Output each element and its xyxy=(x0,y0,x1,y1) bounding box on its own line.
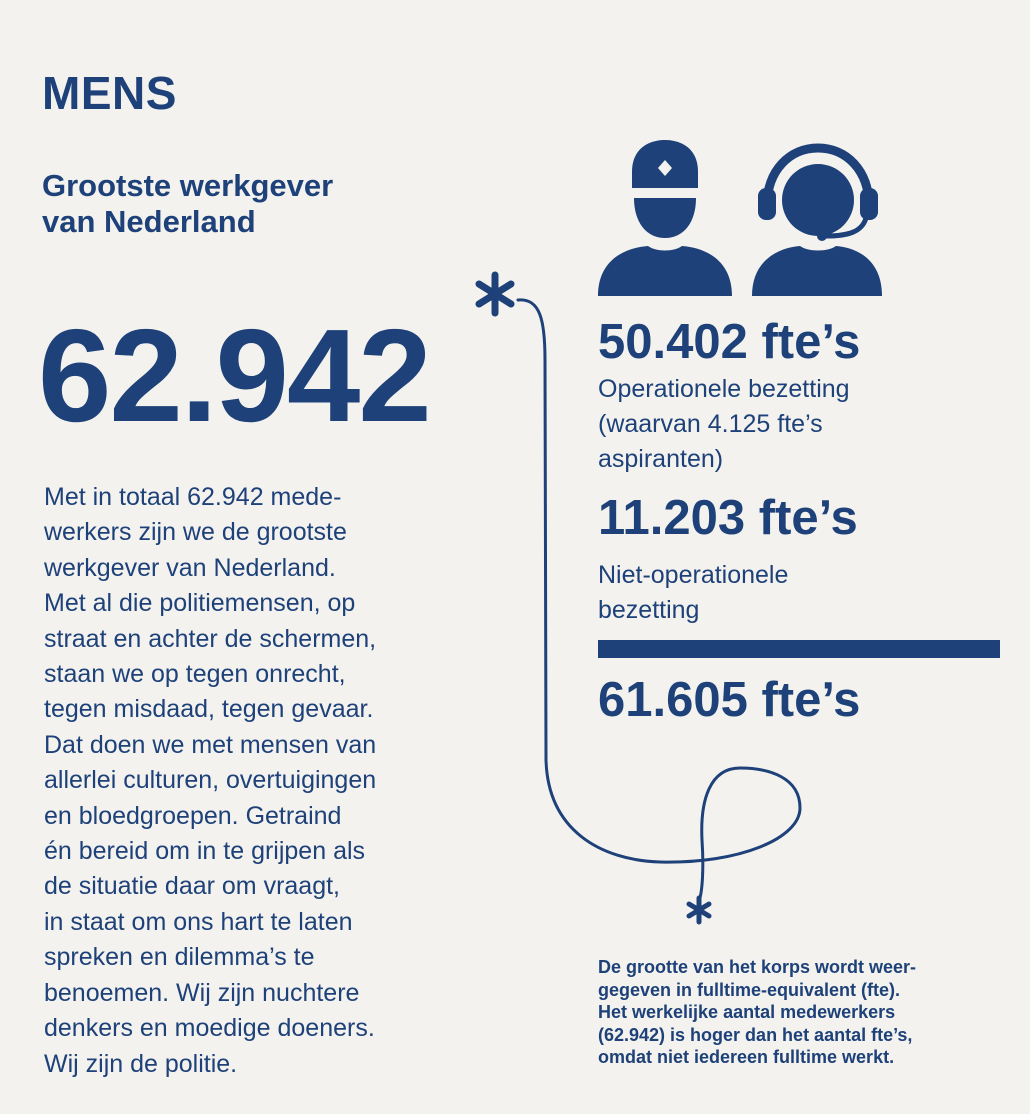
section-title: MENS xyxy=(42,67,177,119)
body-line: allerlei culturen, overtuigingen xyxy=(44,766,377,795)
body-paragraph xyxy=(44,480,464,1082)
footnote-line: De grootte van het korps wordt weer- xyxy=(598,957,917,977)
body-line: Dat doen we met mensen van xyxy=(44,730,377,759)
subtitle xyxy=(42,168,462,240)
body-line: straat en achter de schermen, xyxy=(44,624,377,653)
asterisk-icon xyxy=(479,275,511,313)
body-line: benoemen. Wij zijn nuchtere xyxy=(44,978,360,1007)
non-operational-fte-value: 11.203 fte’s xyxy=(598,491,858,545)
body-line: Wij zijn de politie. xyxy=(44,1049,238,1078)
total-fte-value: 61.605 fte’s xyxy=(598,673,861,727)
body-line: en bloedgroepen. Getraind xyxy=(44,801,342,830)
body-line: denkers en moedige doeners. xyxy=(44,1014,375,1043)
headset-operator-icon xyxy=(752,148,882,296)
headline-number: 62.942 xyxy=(38,302,430,449)
description-line: bezetting xyxy=(598,596,700,624)
body-line: spreken en dilemma’s te xyxy=(44,943,315,972)
description-line: aspiranten) xyxy=(598,445,724,473)
body-line: én bereid om in te grijpen als xyxy=(44,837,366,866)
footnote xyxy=(598,956,1018,1069)
operational-fte-description xyxy=(598,372,850,477)
footnote-line: (62.942) is hoger dan het aantal fte’s, xyxy=(598,1024,913,1045)
body-line: Met al die politiemensen, op xyxy=(44,589,356,618)
footnote-line: gegeven in fulltime-equivalent (fte). xyxy=(598,979,901,1000)
body-line: de situatie daar om vraagt, xyxy=(44,872,340,901)
asterisk-icon xyxy=(689,898,709,922)
body-line: tegen misdaad, tegen gevaar. xyxy=(44,695,374,724)
non-operational-fte-description xyxy=(598,558,788,628)
description-line: Niet-operationele xyxy=(598,561,789,589)
body-line: werkers zijn we de grootste xyxy=(44,518,347,547)
subtitle-line: van Nederland xyxy=(42,204,256,239)
subtitle-line: Grootste werkgever xyxy=(42,168,334,203)
total-divider-bar xyxy=(598,640,1000,658)
footnote-line: omdat niet iedereen fulltime werkt. xyxy=(598,1047,895,1068)
police-officer-icon xyxy=(598,140,732,296)
description-line: (waarvan 4.125 fte’s xyxy=(598,410,823,438)
body-line: Met in totaal 62.942 mede- xyxy=(44,483,342,511)
body-line: in staat om ons hart te laten xyxy=(44,907,353,936)
operational-fte-value: 50.402 fte’s xyxy=(598,315,861,369)
description-line: Operationele bezetting xyxy=(598,375,850,403)
body-line: werkgever van Nederland. xyxy=(44,553,336,582)
footnote-line: Het werkelijke aantal medewerkers xyxy=(598,1002,896,1023)
body-line: staan we op tegen onrecht, xyxy=(44,660,346,689)
